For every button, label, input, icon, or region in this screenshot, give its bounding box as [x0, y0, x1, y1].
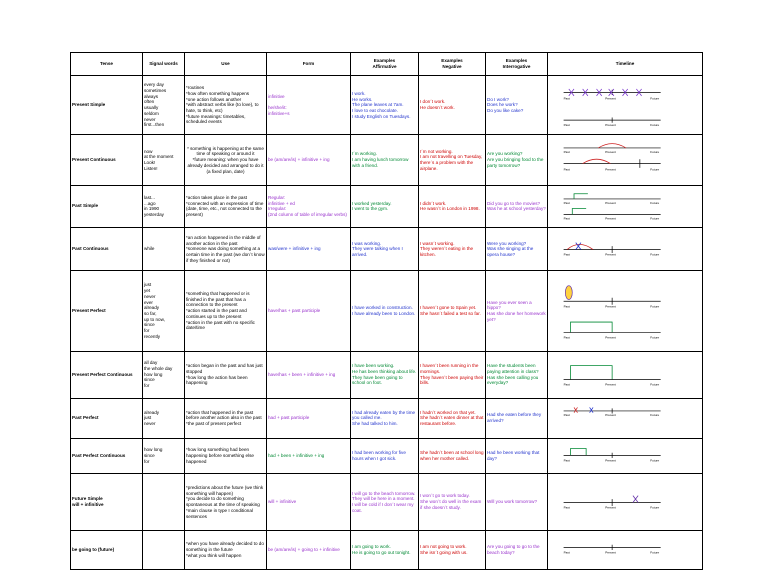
axis-past: Past	[563, 200, 570, 205]
interrogative-cell: Have the students been paying attention in class? Has she been calling you everyday?	[486, 351, 548, 398]
axis-future: Future	[650, 413, 660, 418]
axis-future: Future	[650, 216, 660, 221]
tense-cell: Past Perfect	[71, 398, 143, 438]
use-cell: *action began in the past and has just stopped *how long the action has been happening	[185, 351, 267, 398]
signal-cell	[143, 473, 185, 531]
affirmative-cell: I am going to work. He is going to go out tonight.	[351, 531, 419, 569]
axis-present: Present	[605, 505, 616, 510]
axis-present: Present	[605, 335, 616, 340]
interrogative-cell: Have you ever seen a hippo? Has she done her homework yet?	[486, 271, 548, 351]
negative-cell: She hadn´t been at school long when her mother called.	[419, 438, 486, 473]
axis-past: Past	[563, 167, 570, 172]
axis-past: Past	[563, 505, 570, 510]
tense-cell: Past Perfect Continuous	[71, 438, 143, 473]
axis-present: Present	[605, 252, 616, 257]
header-tense: Tense	[71, 53, 143, 76]
timeline-cell	[548, 531, 703, 569]
header-negative: Examples Negative	[419, 53, 486, 76]
axis-present: Present	[605, 413, 616, 418]
tense-cell: Future Simple will + infinitive	[71, 473, 143, 531]
timeline-cell	[548, 438, 703, 473]
header-use: Use	[185, 53, 267, 76]
header-timeline: Timeline	[548, 53, 703, 76]
axis-past: Past	[563, 335, 570, 340]
axis-present: Present	[605, 458, 616, 463]
negative-cell: I´m not working. I am not travelling on Tuesday, there´s a problem with the airplane.	[419, 135, 486, 186]
negative-cell: I don´t work. He doesn´t work.	[419, 76, 486, 135]
axis-future: Future	[650, 122, 660, 127]
use-cell: *something that happened or is finished in the past that has a connection to the present *action started in the past and continues up to the present *action in the past with no specific date/time	[185, 271, 267, 351]
timeline-past-perfect	[548, 404, 678, 432]
timeline-present-perfect-continuous	[548, 357, 678, 392]
table-row	[71, 76, 703, 135]
axis-present: Present	[605, 304, 616, 309]
axis-future: Future	[650, 167, 660, 172]
affirmative-cell: I have been working. He has been thinking about life. They have been going to school on foot.	[351, 351, 419, 398]
form-cell: Regular: infinitive + ed Irregular: (2nd column of table of irregular verbs)	[267, 185, 351, 227]
timeline-cell	[548, 135, 703, 186]
signal-cell: every day sometimes always often usually seldom never first...then	[143, 76, 185, 135]
timeline-past-perfect-continuous	[548, 445, 678, 468]
axis-present: Present	[605, 382, 616, 387]
table-row	[71, 473, 703, 531]
form-cell: will + infinitive	[267, 473, 351, 531]
timeline-cell	[548, 398, 703, 438]
use-cell: *an action happened in the middle of another action in the past *someone was doing something at a certain time in the past (we don´t know if they finished or not)	[185, 227, 267, 271]
timeline-present-continuous	[548, 141, 678, 179]
interrogative-cell: Had he been working that day?	[486, 438, 548, 473]
timeline-cell	[548, 227, 703, 271]
interrogative-cell: Are you working? Are you bringing food to the party tomorrow?	[486, 135, 548, 186]
table-row	[71, 271, 703, 351]
interrogative-cell: Do I work? Does he work? Do you like cake?	[486, 76, 548, 135]
signal-cell: just yet never ever already so far, up to now, since for recently	[143, 271, 185, 351]
form-cell: had + past participle	[267, 398, 351, 438]
tense-cell: Present Continuous	[71, 135, 143, 186]
axis-past: Past	[563, 122, 570, 127]
axis-past: Past	[563, 96, 570, 101]
axis-past: Past	[563, 252, 570, 257]
timeline-future-simple	[548, 480, 678, 525]
timeline-cell	[548, 473, 703, 531]
axis-future: Future	[650, 550, 660, 555]
axis-future: Future	[650, 335, 660, 340]
signal-cell: all day the whole day how long since for	[143, 351, 185, 398]
interrogative-cell: Were you working? Was she singing at the opera house?	[486, 227, 548, 271]
signal-cell: last... ...ago in 1990 yesterday	[143, 185, 185, 227]
axis-future: Future	[650, 458, 660, 463]
timeline-past-simple	[548, 192, 678, 221]
tense-cell: Present Perfect	[71, 271, 143, 351]
use-cell: *how long something had been happening before something else happened	[185, 438, 267, 473]
header-signal-words: Signal words	[143, 53, 185, 76]
affirmative-cell: I worked yesterday. I went to the gym.	[351, 185, 419, 227]
axis-present: Present	[605, 96, 616, 101]
tense-cell: Past Continuous	[71, 227, 143, 271]
timeline-cell	[548, 351, 703, 398]
table-row	[71, 438, 703, 473]
tense-cell: Present Perfect Continuous	[71, 351, 143, 398]
tense-cell: be going to (future)	[71, 531, 143, 569]
axis-past: Past	[563, 458, 570, 463]
affirmative-cell: I had been working for five hours when I got sick.	[351, 438, 419, 473]
signal-cell: while	[143, 227, 185, 271]
table-row	[71, 398, 703, 438]
affirmative-cell: I had already eaten by the time you called me. She had talked to him.	[351, 398, 419, 438]
negative-cell: I haven´t been running in the mornings. They haven´t been paying their bills.	[419, 351, 486, 398]
use-cell: *predictions about the future (we think something will happen) *you decide to do something spontaneous at the time of speaking *main clause in type I conditional sentences	[185, 473, 267, 531]
header-form: Form	[267, 53, 351, 76]
header-affirmative: Examples Affirmative	[351, 53, 419, 76]
negative-cell: I won´t go to work today. She won´t do well in the exam if she doesn´t study.	[419, 473, 486, 531]
header-row	[71, 53, 703, 76]
negative-cell: I am not going to work. She isn´t going with us.	[419, 531, 486, 569]
table-row	[71, 531, 703, 569]
axis-present: Present	[605, 167, 616, 172]
axis-present: Present	[605, 122, 616, 127]
axis-future: Future	[650, 150, 660, 155]
axis-past: Past	[563, 150, 570, 155]
form-cell: be (am/are/is) + going to + infinitive	[267, 531, 351, 569]
affirmative-cell: I will go to the beach tomorrow. They will be here in a moment. I will be cold if I don´t wear my coat.	[351, 473, 419, 531]
axis-present: Present	[605, 550, 616, 555]
signal-cell: how long since for	[143, 438, 185, 473]
axis-past: Past	[563, 413, 570, 418]
signal-cell	[143, 531, 185, 569]
axis-present: Present	[605, 150, 616, 155]
axis-future: Future	[650, 96, 660, 101]
tense-cell: Present Simple	[71, 76, 143, 135]
axis-future: Future	[650, 382, 660, 387]
affirmative-cell: I have worked in construction. I have already been to London.	[351, 271, 419, 351]
axis-past: Past	[563, 382, 570, 387]
interrogative-cell: Are you going to go to the beach today?	[486, 531, 548, 569]
axis-future: Future	[650, 304, 660, 309]
table-row	[71, 227, 703, 271]
timeline-cell	[548, 185, 703, 227]
table-row	[71, 351, 703, 398]
timeline-present-simple	[548, 82, 678, 129]
signal-cell: now at the moment Look! Listen!	[143, 135, 185, 186]
table-row	[71, 185, 703, 227]
interrogative-cell: Did you go to the movies? Was he at school yesterday?	[486, 185, 548, 227]
timeline-cell	[548, 76, 703, 135]
signal-cell: already just never	[143, 398, 185, 438]
affirmative-cell: I´m working. I am having lunch tomorrow with a friend.	[351, 135, 419, 186]
affirmative-cell: I work. He works. The plane leaves at 7am. I love to eat chocolate. I study English on Tuesdays.	[351, 76, 419, 135]
timeline-present-perfect	[548, 277, 678, 345]
form-cell: have/has + been + infinitive + ing	[267, 351, 351, 398]
tense-cell: Past Simple	[71, 185, 143, 227]
use-cell: *routines *how often something happens *one action follows another *with abstract verbs like (to love), to hate, to think, etc) *future meanings: timetables, scheduled events	[185, 76, 267, 135]
form-cell: have/has + past participle	[267, 271, 351, 351]
axis-past: Past	[563, 304, 570, 309]
form-cell: was/were + infinitive + ing	[267, 227, 351, 271]
axis-present: Present	[605, 200, 616, 205]
form-cell: had + been + infinitive + ing	[267, 438, 351, 473]
form-cell: be (am/are/is) + infinitive + ing	[267, 135, 351, 186]
use-cell: * something is happening at the same time of speaking or around it *future meaning: when you have already decided and arranged to do it (a fixed plan, date)	[185, 135, 267, 186]
axis-future: Future	[650, 200, 660, 205]
axis-present: Present	[605, 216, 616, 221]
header-interrogative: Examples Interrogative	[486, 53, 548, 76]
timeline-past-continuous	[548, 234, 678, 265]
axis-future: Future	[650, 252, 660, 257]
affirmative-cell: I was working. They were talking when I arrived.	[351, 227, 419, 271]
axis-past: Past	[563, 550, 570, 555]
tenses-table	[70, 52, 703, 570]
form-cell: infinitive he/she/it: infinitive+s	[267, 76, 351, 135]
negative-cell: I wasn´t working. They weren´t eating in the kitchen.	[419, 227, 486, 271]
axis-past: Past	[563, 216, 570, 221]
negative-cell: I hadn´t worked on that yet. She hadn´t eaten dinner at that restaurant before.	[419, 398, 486, 438]
axis-future: Future	[650, 505, 660, 510]
negative-cell: I haven´t gone to Spain yet. She hasn´t failed a test so far.	[419, 271, 486, 351]
interrogative-cell: Will you work tomorrow?	[486, 473, 548, 531]
negative-cell: I didn´t work. He wasn´t in London in 1998.	[419, 185, 486, 227]
use-cell: *action takes place in the past *connected with an expression of time (date, time, etc., not connected to the present)	[185, 185, 267, 227]
interrogative-cell: Had she eaten before they arrived?	[486, 398, 548, 438]
timeline-be-going-to	[548, 537, 678, 563]
table-row	[71, 135, 703, 186]
timeline-cell	[548, 271, 703, 351]
use-cell: *action that happened in the past before another action also in the past *the past of present perfect	[185, 398, 267, 438]
use-cell: *when you have already decided to do something in the future *what you think will happen	[185, 531, 267, 569]
